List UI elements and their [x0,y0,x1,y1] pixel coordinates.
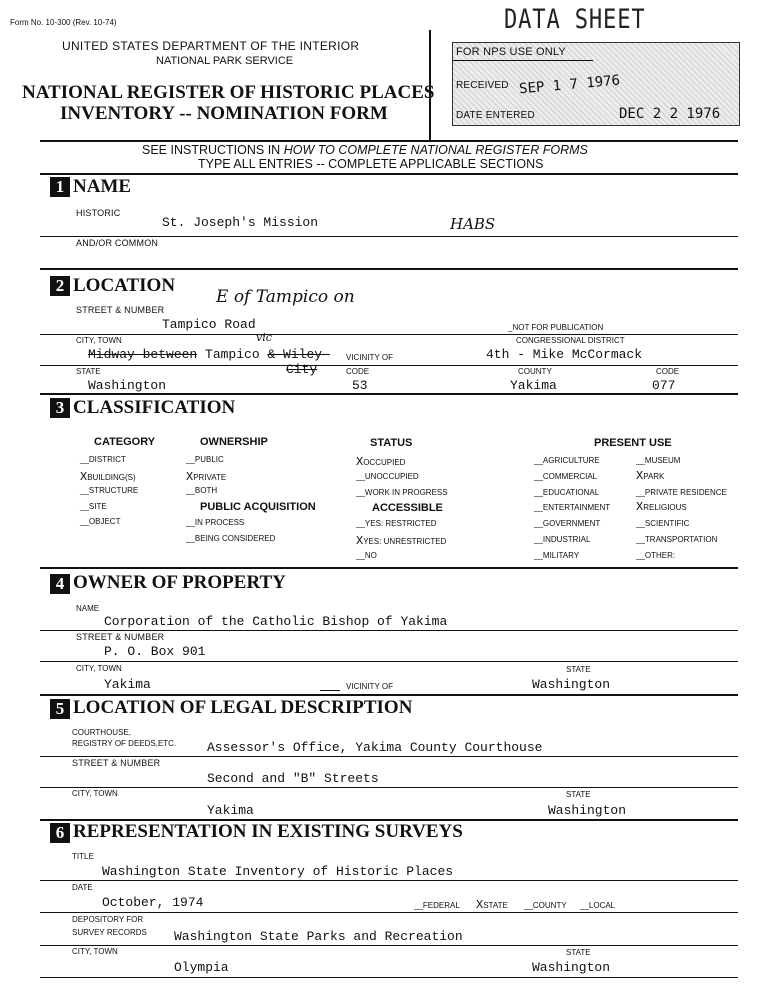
legal-state-label: STATE [566,790,591,799]
use-entertainment: __ENTERTAINMENT [534,503,611,512]
survey-date-label: DATE [72,883,93,892]
cong-value: 4th - Mike McCormack [486,347,643,362]
status-heading: STATUS [370,437,413,449]
rule [40,393,738,395]
cong-label: CONGRESSIONAL DISTRICT [516,336,625,345]
use-industrial: __INDUSTRIAL [534,535,591,544]
entered-stamp: DEC 2 2 1976 [619,106,721,122]
struck-text: City [286,362,318,377]
common-label: AND/OR COMMON [76,238,159,248]
data-sheet-stamp: DATA SHEET [504,4,646,35]
historic-label: HISTORIC [76,208,121,218]
section-number: 3 [50,398,70,418]
legal-street-value: Second and "B" Streets [207,771,379,786]
city-handwritten: vic [256,331,272,344]
section-title-name: NAME [73,176,132,197]
accessible-no: __NO [356,551,377,560]
use-commercial: __COMMERCIAL [534,472,598,481]
x-mark: X [356,534,364,548]
owner-name-value: Corporation of the Catholic Bishop of Yakima [104,614,448,629]
code2-label: CODE [656,367,680,376]
option-label: OCCUPIED [363,458,406,467]
street-value: Tampico Road [162,317,256,332]
use-government: __GOVERNMENT [534,519,601,528]
ownership-public: __PUBLIC [186,455,224,464]
service: NATIONAL PARK SERVICE [156,55,294,67]
section-number: 5 [50,699,70,719]
city-value [88,347,330,362]
section-title-location: LOCATION [73,275,176,296]
city-label: CITY, TOWN [76,336,122,345]
code-label: CODE [346,367,370,376]
survey-federal: __FEDERAL [414,901,460,910]
option-label: PARK [643,472,665,481]
entered-label: DATE ENTERED [456,110,535,121]
instructions-form-title: HOW TO COMPLETE NATIONAL REGISTER FORMS [283,143,588,157]
use-agriculture: __AGRICULTURE [534,456,600,465]
use-park [636,469,664,483]
rule [40,268,738,270]
survey-title-label: TITLE [72,852,94,861]
ownership-both: __BOTH [186,486,218,495]
survey-state [476,898,508,912]
owner-state-value: Washington [532,677,611,692]
owner-city-label: CITY, TOWN [76,664,122,673]
section-number: 4 [50,574,70,594]
county-value: Yakima [510,378,557,393]
status-work-in-progress: __WORK IN PROGRESS [356,488,448,497]
depository-label-1: DEPOSITORY FOR [72,915,144,924]
instructions-line-2: TYPE ALL ENTRIES -- COMPLETE APPLICABLE SECTIONS [198,157,544,171]
section-title-classification: CLASSIFICATION [73,397,236,418]
option-label: PRIVATE [193,473,227,482]
courthouse-label-2: REGISTRY OF DEEDS,ETC. [72,739,177,748]
x-mark: X [476,898,484,912]
status-occupied [356,455,405,469]
rule [40,912,738,913]
nps-label: FOR NPS USE ONLY [456,46,566,58]
section-title-owner: OWNER OF PROPERTY [73,572,286,593]
received-label: RECEIVED [456,80,509,91]
not-for-publication: _NOT FOR PUBLICATION [508,323,604,332]
courthouse-value: Assessor's Office, Yakima County Courthouse [207,740,543,755]
use-religious [636,500,687,514]
department: UNITED STATES DEPARTMENT OF THE INTERIOR [62,39,360,53]
category-heading: CATEGORY [94,436,156,448]
acquisition-being-considered: __BEING CONSIDERED [186,534,276,543]
survey-title-value: Washington State Inventory of Historic Places [102,864,454,879]
rule [40,756,738,757]
courthouse-label-1: COURTHOUSE, [72,728,131,737]
x-mark: X [636,500,644,514]
rule [40,661,738,662]
use-scientific: __SCIENTIFIC [636,519,690,528]
nps-rule [453,60,593,61]
rule [40,977,738,978]
survey-date-value: October, 1974 [102,895,204,910]
use-military: __MILITARY [534,551,580,560]
city-name: Tampico [205,347,260,362]
section-number: 1 [50,177,70,197]
code2-value: 077 [652,378,676,393]
rule [40,334,738,335]
owner-name-label: NAME [76,604,100,613]
form-number: Form No. 10-300 (Rev. 10-74) [10,18,117,27]
survey-county: __COUNTY [524,901,567,910]
use-transportation: __TRANSPORTATION [636,535,718,544]
accessible-heading: ACCESSIBLE [372,502,443,514]
present-use-heading: PRESENT USE [594,437,672,449]
ownership-heading: OWNERSHIP [200,436,268,448]
owner-state-label: STATE [566,665,591,674]
historic-name: St. Joseph's Mission [162,215,319,230]
state-label: STATE [76,367,101,376]
option-label: BUILDING(S) [87,473,136,482]
rule [40,140,738,142]
x-mark: X [80,470,88,484]
instructions-line-1 [142,143,588,157]
accessible-unrestricted [356,534,446,548]
section-title-legal: LOCATION OF LEGAL DESCRIPTION [73,697,413,718]
owner-city-value: Yakima [104,677,151,692]
option-label: STATE [483,901,508,910]
received-stamp: SEP 1 7 1976 [518,72,621,98]
use-educational: __EDUCATIONAL [534,488,600,497]
use-other: __OTHER: [636,551,676,560]
acquisition-in-process: __IN PROCESS [186,518,245,527]
option-label: RELIGIOUS [643,503,687,512]
ownership-private [186,470,226,484]
survey-city-value: Olympia [174,960,229,975]
rule [40,173,738,175]
owner-street-value: P. O. Box 901 [104,644,206,659]
accessible-restricted: __YES: RESTRICTED [356,519,437,528]
struck-text: &-Wiley- [267,347,330,362]
form-title-2: INVENTORY -- NOMINATION FORM [60,103,388,124]
survey-city-label: CITY, TOWN [72,947,118,956]
section-number: 6 [50,823,70,843]
rule [40,567,738,569]
x-mark: X [356,455,364,469]
category-district: __DISTRICT [80,455,126,464]
use-private-residence: __PRIVATE RESIDENCE [636,488,727,497]
form-title-1: NATIONAL REGISTER OF HISTORIC PLACES [22,82,435,103]
public-acquisition-heading: PUBLIC ACQUISITION [200,501,316,513]
state-value: Washington [88,378,167,393]
survey-local: __LOCAL [580,901,616,910]
legal-street-label: STREET & NUMBER [72,758,161,768]
vicinity-label: VICINITY OF [346,353,393,362]
rule [40,787,738,788]
rule [40,630,738,631]
street-handwritten: E of Tampico on [216,287,355,307]
rule [40,236,738,237]
use-museum: __MUSEUM [636,456,681,465]
section-number: 2 [50,276,70,296]
status-unoccupied: __UNOCCUPIED [356,472,419,481]
category-object: __OBJECT [80,517,121,526]
depository-value: Washington State Parks and Recreation [174,929,463,944]
option-label: YES: UNRESTRICTED [363,537,447,546]
nps-use-box [452,42,740,126]
legal-city-value: Yakima [207,803,254,818]
struck-text: Midway between [88,347,198,362]
owner-vicinity-label: VICINITY OF [346,682,393,691]
category-buildings [80,470,136,484]
section-title-surveys: REPRESENTATION IN EXISTING SURVEYS [73,821,463,842]
rule [320,690,340,691]
rule [40,365,738,366]
rule [40,945,738,946]
survey-state-value: Washington [532,960,611,975]
depository-label-2: SURVEY RECORDS [72,928,147,937]
header-divider [429,30,431,140]
instructions-text: SEE INSTRUCTIONS IN [142,143,284,157]
code-value: 53 [352,378,368,393]
x-mark: X [186,470,194,484]
x-mark: X [636,469,644,483]
street-label: STREET & NUMBER [76,305,165,315]
legal-city-label: CITY, TOWN [72,789,118,798]
category-structure: __STRUCTURE [80,486,139,495]
survey-state-label: STATE [566,948,591,957]
legal-state-value: Washington [548,803,627,818]
habs-note: HABS [450,215,496,233]
owner-street-label: STREET & NUMBER [76,632,165,642]
rule [40,694,738,696]
county-label: COUNTY [518,367,552,376]
category-site: __SITE [80,502,107,511]
rule [40,880,738,881]
